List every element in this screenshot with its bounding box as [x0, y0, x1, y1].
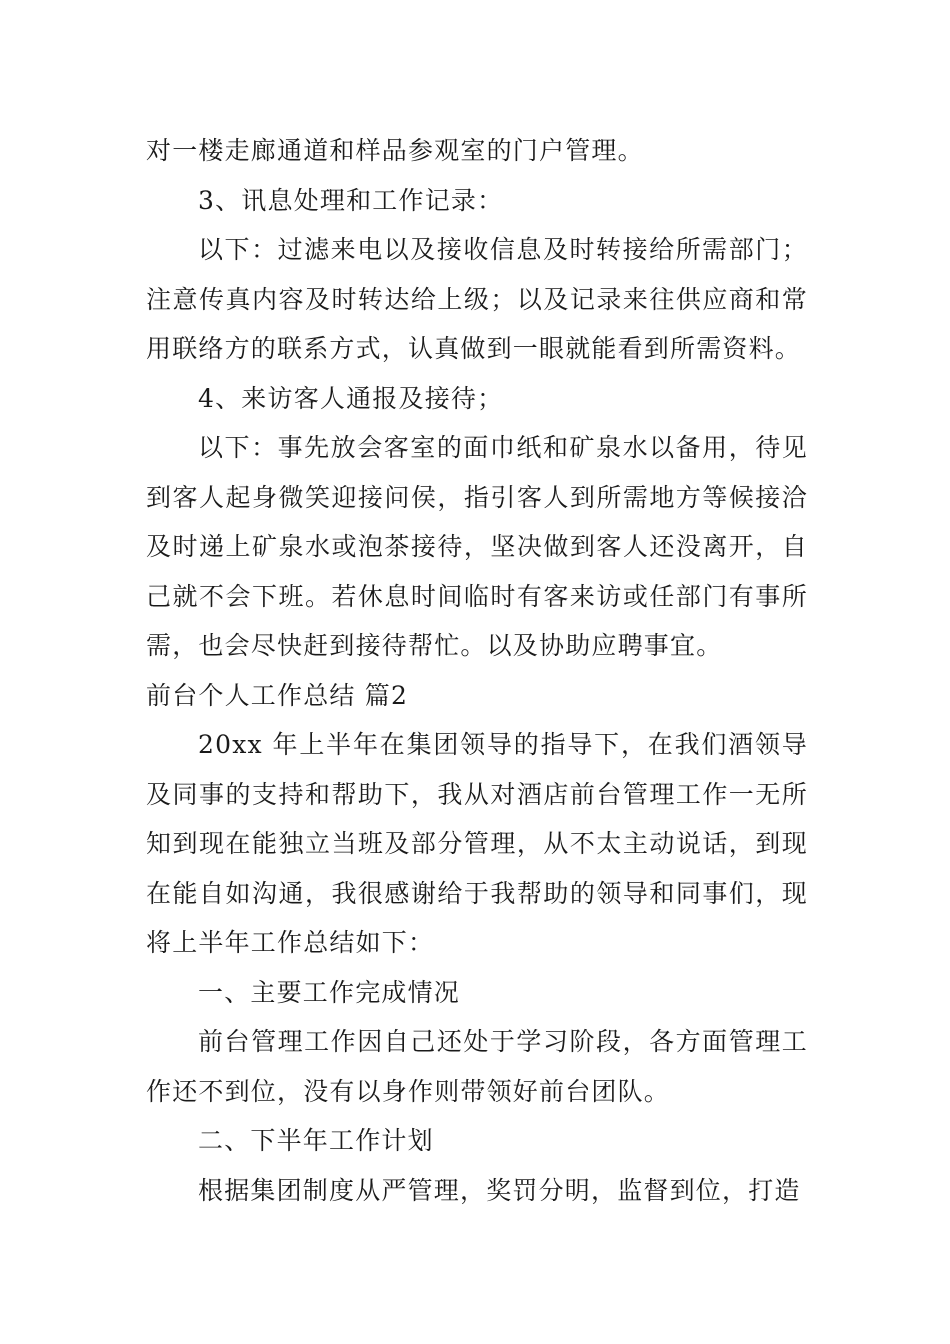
- paragraph-visitor-reception: 以下：事先放会客室的面巾纸和矿泉水以备用，待见到客人起身微笑迎接问侯，指引客人到所需地方等候接洽及时递上矿泉水或泡茶接待，坚决做到客人还没离开，自己就不会下班。若休息时间临时有客来访或任部门有事所需，也会尽快赶到接待帮忙。以及协助应聘事宜。: [146, 433, 808, 660]
- heading-visitor-reception: 4、来访客人通报及接待；: [198, 383, 504, 413]
- heading-next-plan: 二、下半年工作计划: [198, 1126, 434, 1155]
- paragraph-message-handling: 以下：过滤来电以及接收信息及时转接给所需部门；注意传真内容及时转达给上级；以及记录来往供应商和常用联络方的联系方式，认真做到一眼就能看到所需资料。: [146, 235, 808, 363]
- paragraph-intro: 20xx 年上半年在集团领导的指导下，在我们酒领导及同事的支持和帮助下，我从对酒店前台管理工作一无所知到现在能独立当班及部分管理，从不太主动说话，到现在能自如沟通，我很感谢给于我帮助的领导和同事们，现将上半年工作总结如下：: [146, 730, 808, 957]
- paragraph-main-work: 前台管理工作因自己还处于学习阶段，各方面管理工作还不到位，没有以身作则带领好前台团队。: [146, 1027, 808, 1106]
- document-body: [146, 126, 808, 1215]
- heading-message-handling: 3、讯息处理和工作记录：: [198, 185, 504, 215]
- heading-main-work: 一、主要工作完成情况: [198, 977, 461, 1007]
- paragraph-next-plan: 根据集团制度从严管理，奖罚分明，监督到位，打造: [198, 1175, 801, 1205]
- paragraph-door-management: 对一楼走廊通道和样品参观室的门户管理。: [146, 136, 644, 165]
- section-title: 前台个人工作总结 篇2: [146, 680, 409, 710]
